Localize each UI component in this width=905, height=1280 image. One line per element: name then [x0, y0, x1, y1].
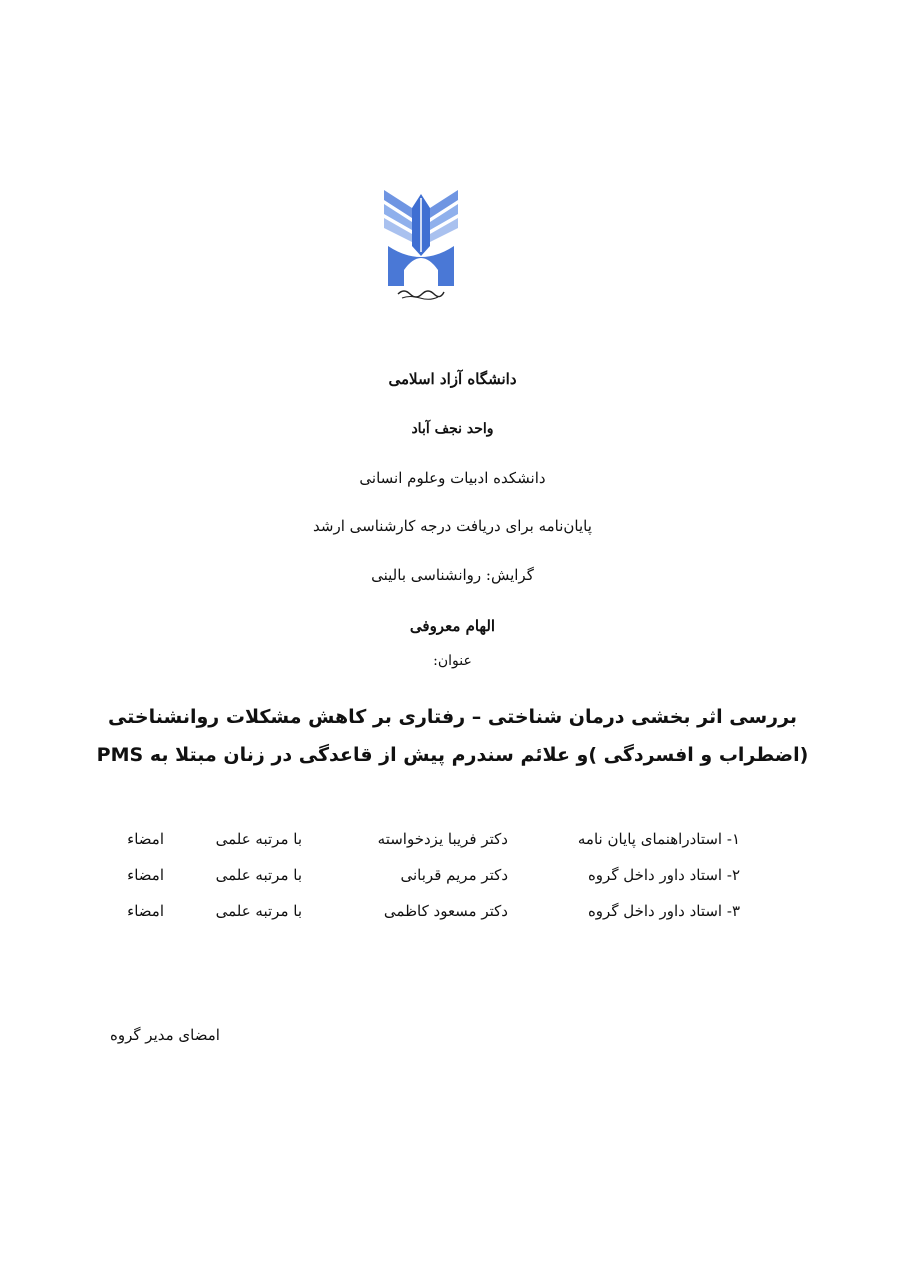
committee-table — [110, 830, 740, 938]
committee-signature: امضاء — [127, 866, 164, 884]
committee-role: ۳- استاد داور داخل گروه — [587, 902, 740, 920]
major-text: گرایش: روانشناسی بالینی — [371, 566, 534, 584]
committee-member-name: دکتر مسعود کاظمی — [383, 902, 508, 920]
committee-rank: با مرتبه علمی — [215, 830, 302, 848]
committee-row — [110, 830, 740, 866]
committee-role: ۱- استادراهنمای پایان نامه — [577, 830, 740, 848]
committee-role: ۲- استاد داور داخل گروه — [587, 866, 740, 884]
committee-rank: با مرتبه علمی — [215, 902, 302, 920]
title-label: عنوان: — [433, 653, 472, 669]
head-of-department-signature: امضای مدیر گروه — [110, 1026, 220, 1044]
committee-row — [110, 866, 740, 902]
committee-signature: امضاء — [127, 902, 164, 920]
university-name: دانشگاه آزاد اسلامی — [388, 370, 517, 388]
degree-text: پایان‌نامه برای دریافت درجه کارشناسی ارشد — [313, 517, 592, 535]
faculty-name: دانشکده ادبیات وعلوم انسانی — [359, 469, 546, 487]
committee-member-name: دکتر فریبا یزدخواسته — [377, 830, 508, 848]
author-name: الهام معروفی — [409, 617, 496, 635]
thesis-title-line-2: (اضطراب و افسردگی )و علائم سندرم پیش از قاعدگی در زنان مبتلا به PMS — [96, 744, 809, 766]
committee-signature: امضاء — [127, 830, 164, 848]
branch-name: واحد نجف آباد — [411, 421, 494, 437]
committee-rank: با مرتبه علمی — [215, 866, 302, 884]
committee-row — [110, 902, 740, 938]
university-logo — [382, 186, 460, 304]
thesis-title-line-1: بررسی اثر بخشی درمان شناختی – رفتاری بر کاهش مشکلات روانشناختی — [107, 706, 798, 728]
committee-member-name: دکتر مریم قربانی — [400, 866, 508, 884]
